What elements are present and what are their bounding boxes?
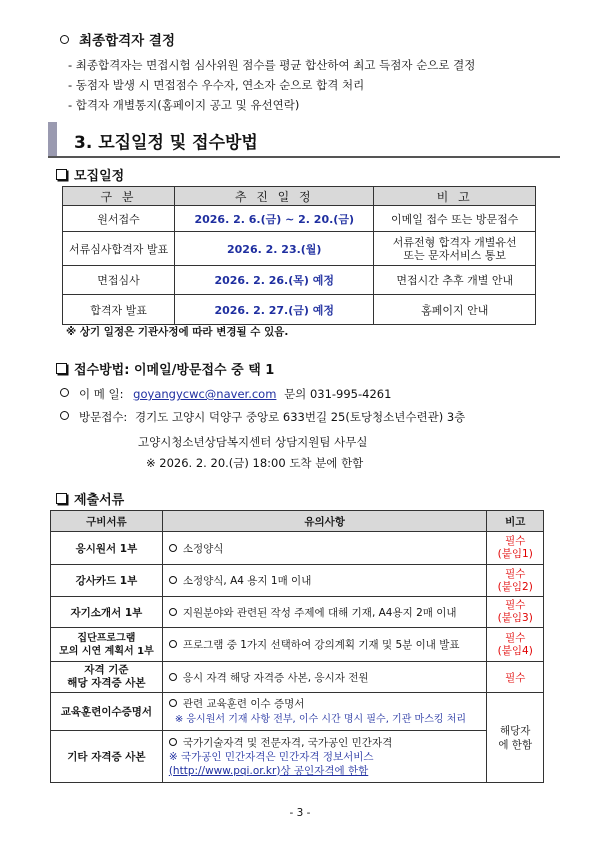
document-name: 응시원서 1부 [51, 532, 163, 565]
schedule-date: 2026. 2. 26.(목) 예정 [175, 266, 374, 295]
circle-bullet-icon [60, 35, 69, 44]
final-selection-heading [60, 29, 175, 49]
documents-heading-text: 제출서류 [74, 493, 125, 508]
visit-label: 방문접수: [79, 410, 128, 424]
table-row [51, 693, 544, 731]
table-row [63, 232, 536, 266]
visit-deadline: ※ 2026. 2. 20.(금) 18:00 도착 분에 한함 [146, 456, 364, 470]
document-name: 집단프로그램 모의 시연 계획서 1부 [51, 628, 163, 662]
document-name: 자기소개서 1부 [51, 597, 163, 628]
document-note-text: 응시 자격 해당 자격증 사본, 응시자 전원 [182, 671, 369, 684]
document-note-text: 프로그램 중 1가지 선택하여 강의계획 기재 및 5분 이내 발표 [182, 639, 460, 651]
document-name: 강사카드 1부 [51, 565, 163, 597]
schedule-note: 면접시간 추후 개별 안내 [374, 266, 536, 295]
schedule-footnote: ※ 상기 일정은 기관사정에 따라 변경될 수 있음. [66, 326, 289, 338]
document-name: 교육훈련이수증명서 [51, 693, 163, 731]
email-label: 이 메 일: [79, 387, 124, 401]
schedule-heading [56, 165, 124, 184]
document-note [162, 532, 487, 565]
final-selection-bullet-2: - 동점자 발생 시 면접점수 우수자, 연소자 순으로 합격 처리 [68, 78, 365, 92]
circle-bullet-icon [169, 544, 177, 552]
table-row [51, 628, 544, 662]
circle-bullet-icon [60, 411, 69, 420]
email-link[interactable]: goyangycwc@naver.com [133, 387, 277, 401]
documents-table [50, 510, 544, 783]
visit-office: 고양시청소년상담복지센터 상담지원팀 사무실 [138, 435, 368, 449]
document-remark: 필수 [487, 662, 544, 693]
table-row [51, 532, 544, 565]
schedule-note: 이메일 접수 또는 방문접수 [374, 206, 536, 232]
schedule-date: 2026. 2. 23.(월) [175, 232, 374, 266]
application-heading-text: 접수방법: 이메일/방문접수 중 택 1 [74, 363, 275, 378]
table-row [63, 266, 536, 295]
documents-heading [56, 489, 124, 508]
document-merged-remark: 해당자 에 한함 [487, 693, 544, 783]
schedule-category: 합격자 발표 [63, 295, 175, 325]
section-title-bar [48, 122, 560, 158]
schedule-header-row [63, 187, 536, 206]
circle-bullet-icon [169, 673, 177, 681]
document-note [162, 597, 487, 628]
circle-bullet-icon [60, 388, 69, 397]
section-title: 3. 모집일정 및 접수방법 [74, 133, 258, 153]
document-remark: 필수 (붙임3) [487, 597, 544, 628]
square-bullet-icon [56, 493, 67, 504]
document-note-text: 소정양식, A4 용지 1매 이내 [182, 575, 312, 587]
email-line [60, 386, 391, 402]
schedule-note: 서류전형 합격자 개별유선 또는 문자서비스 통보 [374, 232, 536, 266]
schedule-header-note: 비 고 [374, 187, 536, 206]
document-note-text: 관련 교육훈련 이수 증명서 [182, 697, 305, 710]
document-remark: 필수 (붙임4) [487, 628, 544, 662]
document-subnote-link[interactable]: (http://www.pqi.or.kr)상 공인자격에 한함 [168, 764, 369, 777]
visit-address: 경기도 고양시 덕양구 중앙로 633번길 25(토당청소년수련관) 3층 [134, 410, 466, 424]
application-heading [56, 359, 274, 378]
visit-line [60, 409, 465, 425]
schedule-date: 2026. 2. 6.(금) ~ 2. 20.(금) [175, 206, 374, 232]
circle-bullet-icon [169, 699, 177, 707]
document-note [162, 662, 487, 693]
final-selection-heading-text: 최종합격자 결정 [79, 33, 175, 49]
schedule-table [62, 186, 536, 325]
schedule-header-category: 구 분 [63, 187, 175, 206]
document-subnote: ※ 국가공인 민간자격은 민간자격 정보서비스 [168, 750, 374, 763]
table-row [51, 565, 544, 597]
document-name: 자격 기준 해당 자격증 사본 [51, 662, 163, 693]
schedule-date: 2026. 2. 27.(금) 예정 [175, 295, 374, 325]
document-subnote: ※ 응시원서 기재 사항 전부, 이수 시간 명시 필수, 기관 마스킹 처리 [174, 713, 467, 725]
documents-header-note: 유의사항 [162, 511, 487, 532]
square-bullet-icon [56, 169, 67, 180]
document-note-text: 국가기술자격 및 전문자격, 국가공인 민간자격 [182, 736, 393, 749]
documents-header-doc: 구비서류 [51, 511, 163, 532]
documents-header-remark: 비고 [487, 511, 544, 532]
document-name: 기타 자격증 사본 [51, 731, 163, 783]
page-number: - 3 - [289, 807, 311, 819]
document-note-text: 소정양식 [182, 542, 224, 555]
table-row [51, 662, 544, 693]
square-bullet-icon [56, 363, 67, 374]
section-title-accent [48, 122, 57, 156]
table-row [63, 295, 536, 325]
schedule-category: 면접심사 [63, 266, 175, 295]
document-note [162, 565, 487, 597]
final-selection-bullet-1: - 최종합격자는 면접시험 심사위원 점수를 평균 합산하여 최고 득점자 순으로 결정 [68, 58, 476, 72]
documents-header-row [51, 511, 544, 532]
circle-bullet-icon [169, 640, 177, 648]
table-row [51, 731, 544, 783]
document-remark: 필수 (붙임2) [487, 565, 544, 597]
document-remark: 필수 (붙임1) [487, 532, 544, 565]
final-selection-bullet-3: - 합격자 개별통지(홈페이지 공고 및 유선연락) [68, 98, 300, 112]
table-row [63, 206, 536, 232]
circle-bullet-icon [169, 576, 177, 584]
document-note-text: 지원분야와 관련된 작성 주제에 대해 기재, A4용지 2매 이내 [182, 606, 457, 619]
schedule-heading-text: 모집일정 [74, 169, 125, 184]
circle-bullet-icon [169, 608, 177, 616]
phone-text: 문의 031-995-4261 [284, 387, 392, 401]
document-note [162, 731, 487, 783]
schedule-header-date: 추 진 일 정 [175, 187, 374, 206]
document-note [162, 693, 487, 731]
document-note [162, 628, 487, 662]
circle-bullet-icon [169, 738, 177, 746]
schedule-note: 홈페이지 안내 [374, 295, 536, 325]
schedule-category: 원서접수 [63, 206, 175, 232]
table-row [51, 597, 544, 628]
schedule-category: 서류심사합격자 발표 [63, 232, 175, 266]
